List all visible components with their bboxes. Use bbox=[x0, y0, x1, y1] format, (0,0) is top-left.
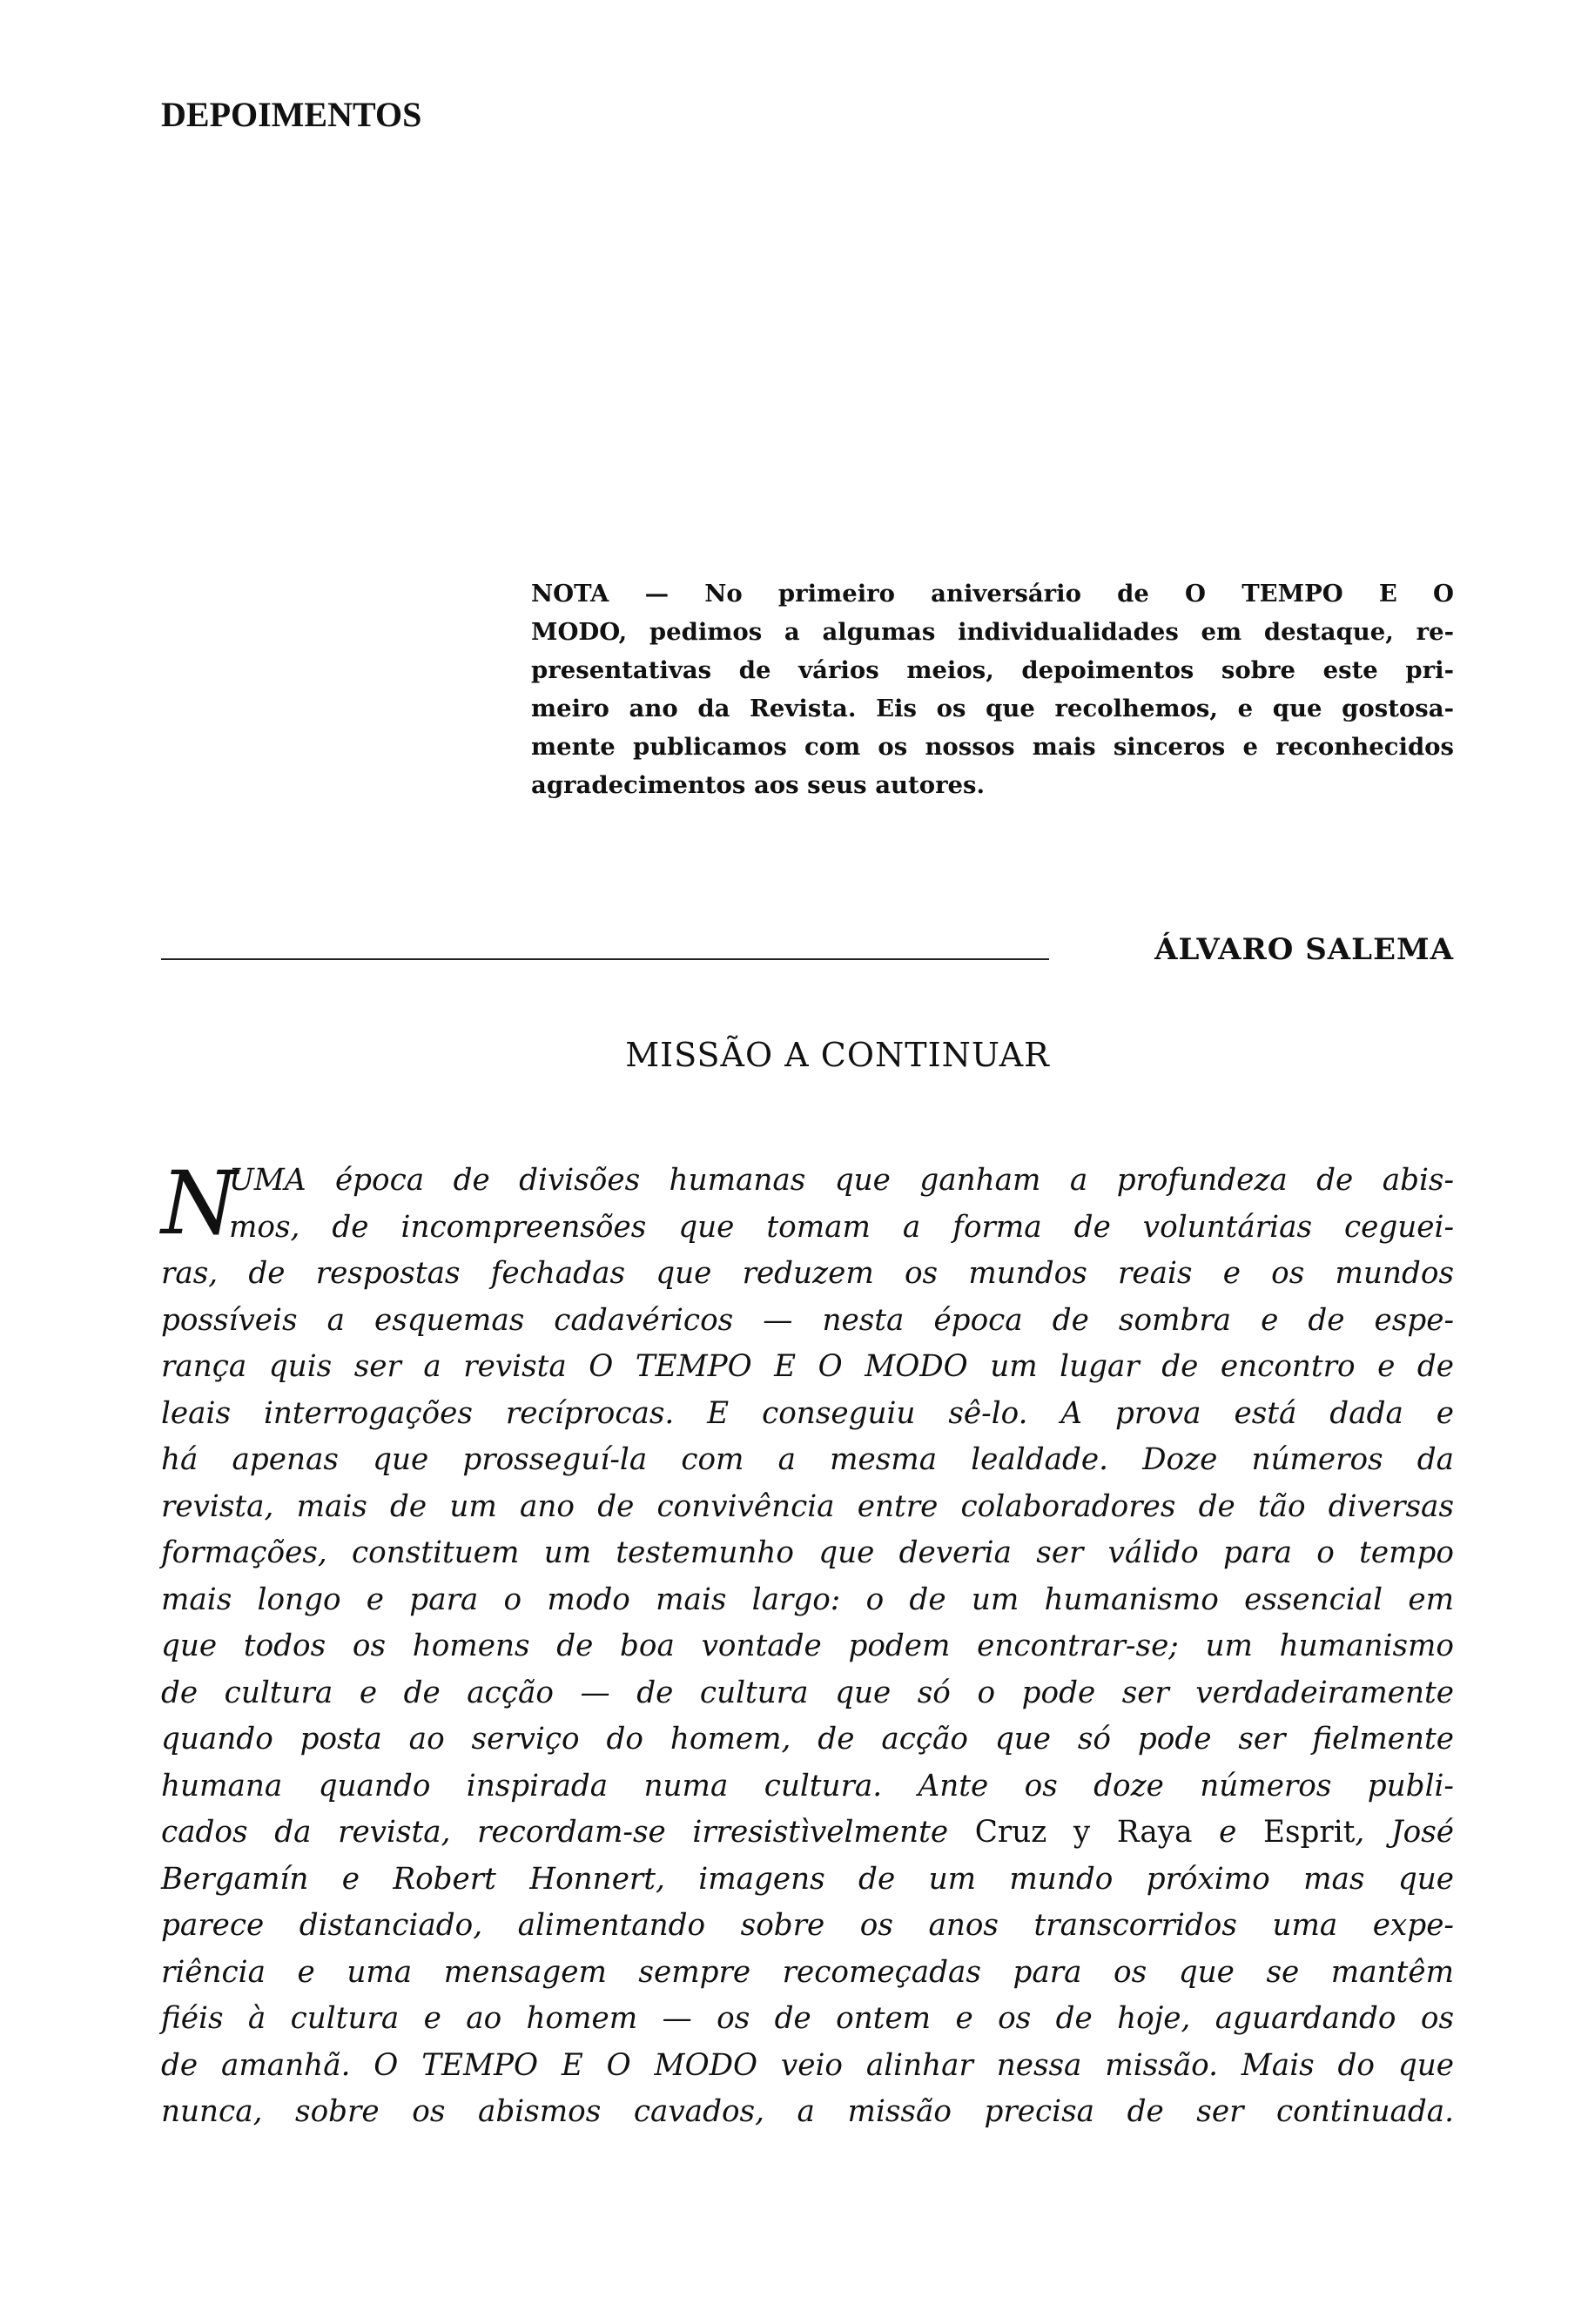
body-line-mixed bbox=[161, 1810, 1454, 1857]
article-body bbox=[161, 1152, 1455, 2136]
note-line: NOTA — No primeiro aniversário de O TEMPO E O bbox=[531, 580, 1454, 608]
note-line: mente publicamos com os nossos mais sinceros e reconhecidos bbox=[531, 733, 1454, 761]
editor-note bbox=[531, 574, 1454, 804]
body-line: humana quando inspirada numa cultura. Ante os doze números publi- bbox=[161, 1768, 1454, 1803]
body-line-part: e bbox=[1192, 1815, 1264, 1850]
body-line: nunca, sobre os abismos cavados, a missão precisa de ser continuada. bbox=[161, 2094, 1454, 2129]
journal-name-esprit: Esprit bbox=[1263, 1815, 1356, 1850]
section-label: DEPOIMENTOS bbox=[161, 95, 422, 134]
body-line-part: , José bbox=[1355, 1815, 1455, 1850]
note-line: meiro ano da Revista. Eis os que recolhemos, e que gostosa- bbox=[531, 695, 1454, 722]
body-line: que todos os homens de boa vontade podem encontrar-se; um humanismo bbox=[161, 1629, 1454, 1663]
note-line: agradecimentos aos seus autores. bbox=[531, 771, 986, 799]
body-line: mos, de incompreensões que tomam a forma de voluntárias ceguei- bbox=[229, 1209, 1454, 1245]
body-line: de amanhã. O TEMPO E O MODO veio alinhar nessa missão. Mais do que bbox=[161, 2047, 1454, 2083]
drop-cap: N bbox=[161, 1152, 238, 1254]
body-line: de cultura e de acção — de cultura que só o pode ser verdadeiramente bbox=[161, 1675, 1454, 1710]
body-line: UMA época de divisões humanas que ganham a profundeza de abis- bbox=[229, 1163, 1454, 1198]
body-line: riência e uma mensagem sempre recomeçadas para os que se mantêm bbox=[161, 1954, 1454, 1990]
author-name: ÁLVARO SALEMA bbox=[1154, 932, 1454, 967]
author-rule bbox=[161, 958, 1049, 960]
body-line: rança quis ser a revista O TEMPO E O MODO um lugar de encontro e de bbox=[161, 1349, 1454, 1384]
body-line: possíveis a esquemas cadavéricos — nesta época de sombra e de espe- bbox=[161, 1302, 1454, 1338]
body-line: leais interrogações recíprocas. E conseguiu sê-lo. A prova está dada e bbox=[161, 1395, 1454, 1431]
body-line: há apenas que prosseguí-la com a mesma lealdade. Doze números da bbox=[161, 1442, 1454, 1477]
body-line-part: cados da revista, recordam-se irresistìvelmente bbox=[161, 1815, 975, 1850]
author-row bbox=[161, 927, 1454, 979]
body-line: Bergamín e Robert Honnert, imagens de um mundo próximo mas que bbox=[161, 1861, 1454, 1897]
article-title: MISSÃO A CONTINUAR bbox=[625, 1036, 1050, 1074]
body-line: parece distanciado, alimentando sobre os anos transcorridos uma expe- bbox=[161, 1908, 1454, 1943]
body-line: mais longo e para o modo mais largo: o de um humanismo essencial em bbox=[161, 1582, 1454, 1617]
body-line: formações, constituem um testemunho que deveria ser válido para o tempo bbox=[161, 1535, 1454, 1570]
note-line: MODO, pedimos a algumas individualidades em destaque, re- bbox=[531, 618, 1454, 646]
body-line: revista, mais de um ano de convivência entre colaboradores de tão diversas bbox=[161, 1488, 1454, 1524]
note-line: presentativas de vários meios, depoimentos sobre este pri- bbox=[531, 656, 1454, 684]
body-line: fiéis à cultura e ao homem — os de ontem e os de hoje, aguardando os bbox=[161, 2001, 1454, 2036]
body-line: quando posta ao serviço do homem, de acção que só pode ser fielmente bbox=[161, 1722, 1454, 1756]
journal-name-cruz-y-raya: Cruz y Raya bbox=[974, 1815, 1193, 1850]
body-line: ras, de respostas fechadas que reduzem os mundos reais e os mundos bbox=[161, 1256, 1454, 1291]
